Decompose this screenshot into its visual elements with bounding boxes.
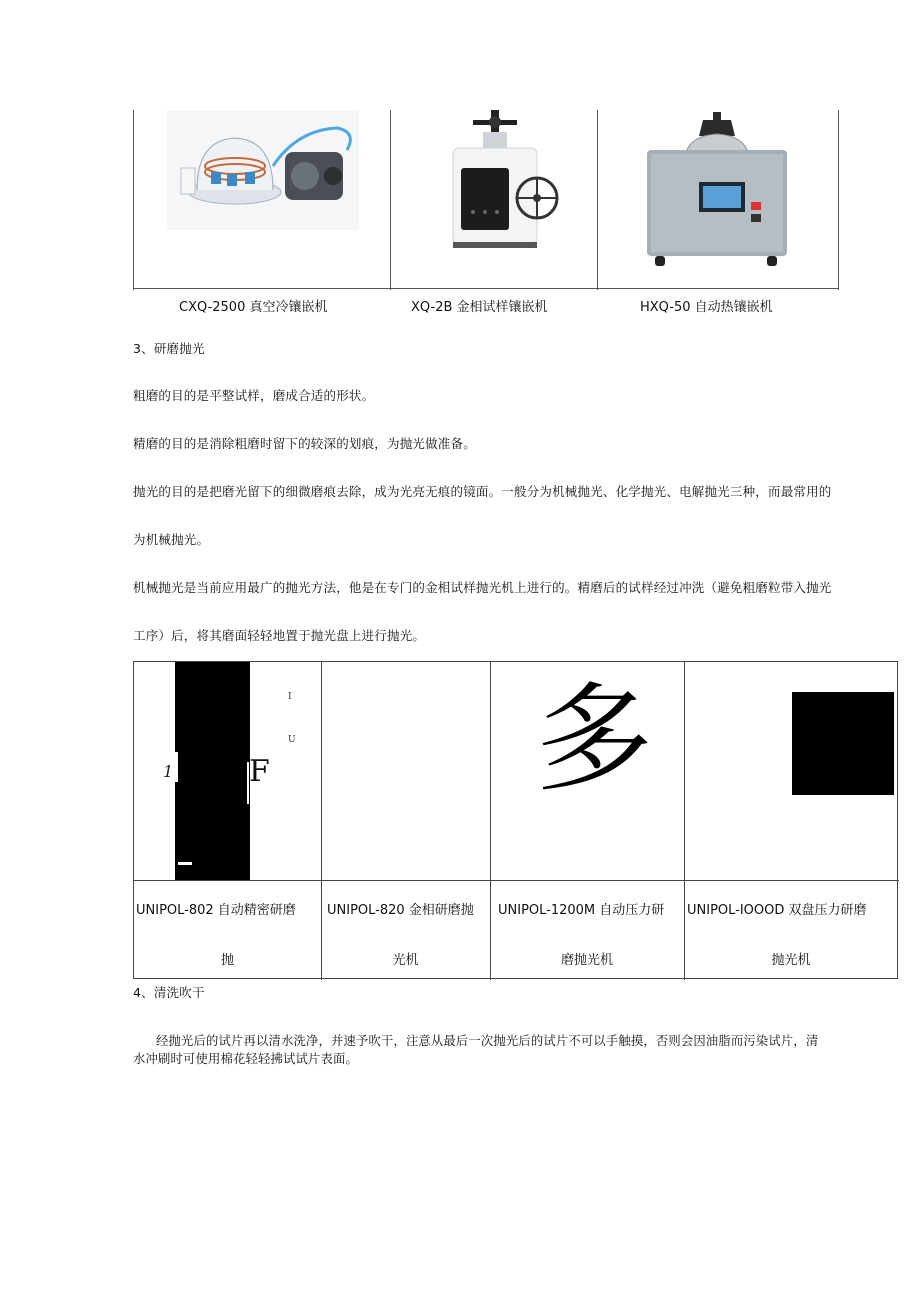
table-divider bbox=[133, 288, 839, 289]
polisher-caption: UNIPOL-802 自动精密研磨 bbox=[136, 903, 296, 918]
glyph-duo: 多 bbox=[535, 670, 654, 808]
section-heading: 3、研磨抛光 bbox=[133, 341, 205, 356]
table-divider bbox=[321, 662, 322, 980]
hot-mounting-machine-image bbox=[627, 110, 807, 278]
glyph-f: F bbox=[249, 754, 270, 789]
table-divider bbox=[390, 110, 391, 290]
polisher-caption: UNIPOL-IOOOD 双盘压力研磨 bbox=[687, 903, 867, 918]
paragraph: 为机械抛光。 bbox=[133, 532, 210, 547]
product-caption: CXQ-2500 真空冷镶嵌机 bbox=[179, 300, 328, 315]
table-divider bbox=[133, 110, 134, 290]
section-heading: 4、清洗吹干 bbox=[133, 985, 205, 1000]
table-divider bbox=[684, 662, 685, 980]
paragraph: 粗磨的目的是平整试样，磨成合适的形状。 bbox=[133, 388, 375, 403]
paragraph: 精磨的目的是消除粗磨时留下的较深的划痕，为抛光做准备。 bbox=[133, 436, 476, 451]
polisher-caption: 抛 bbox=[220, 953, 234, 968]
table-divider bbox=[134, 880, 899, 881]
product-caption: XQ-2B 金相试样镶嵌机 bbox=[411, 300, 548, 315]
mounting-machine-table bbox=[133, 110, 839, 288]
paragraph: 工序）后，将其磨面轻轻地置于抛光盘上进行抛光。 bbox=[133, 628, 426, 643]
polisher-table bbox=[133, 661, 898, 979]
scan-artifact-gap bbox=[178, 862, 192, 865]
paragraph: 抛光的目的是把磨光留下的细微磨痕去除，成为光亮无痕的镜面。一般分为机械抛光、化学抛光、电解抛光三种，而最常用的 bbox=[133, 484, 832, 499]
table-divider bbox=[597, 110, 598, 290]
glyph-u: U bbox=[288, 735, 296, 745]
polisher-caption: 光机 bbox=[392, 953, 419, 968]
table-divider bbox=[838, 110, 839, 290]
product-caption: HXQ-50 自动热镶嵌机 bbox=[640, 300, 773, 315]
glyph-one: 1 bbox=[163, 762, 174, 781]
polisher-caption: 抛光机 bbox=[771, 953, 811, 968]
image-placeholder-block bbox=[792, 692, 894, 795]
paragraph: 机械抛光是当前应用最广的抛光方法，他是在专门的金相试样抛光机上进行的。精磨后的试样经过冲洗（避免粗磨粒带入抛光 bbox=[133, 580, 832, 595]
mounting-press-image bbox=[421, 110, 571, 252]
vacuum-cold-mounting-machine-image bbox=[167, 110, 359, 230]
paragraph: 经抛光后的试片再以清水洗净，并速予吹干，注意从最后一次抛光后的试片不可以手触摸，否则会因油脂而污染试片，清 bbox=[156, 1034, 819, 1048]
polisher-caption: UNIPOL-820 金相研磨抛 bbox=[327, 903, 474, 918]
polisher-caption: UNIPOL-1200M 自动压力研 bbox=[498, 903, 665, 918]
scan-artifact-block bbox=[175, 662, 250, 880]
paragraph: 水冲刷时可使用棉花轻轻拂试试片表面。 bbox=[133, 1052, 358, 1066]
polisher-caption: 磨抛光机 bbox=[560, 953, 613, 968]
table-divider bbox=[490, 662, 491, 980]
glyph-i: I bbox=[288, 692, 292, 702]
